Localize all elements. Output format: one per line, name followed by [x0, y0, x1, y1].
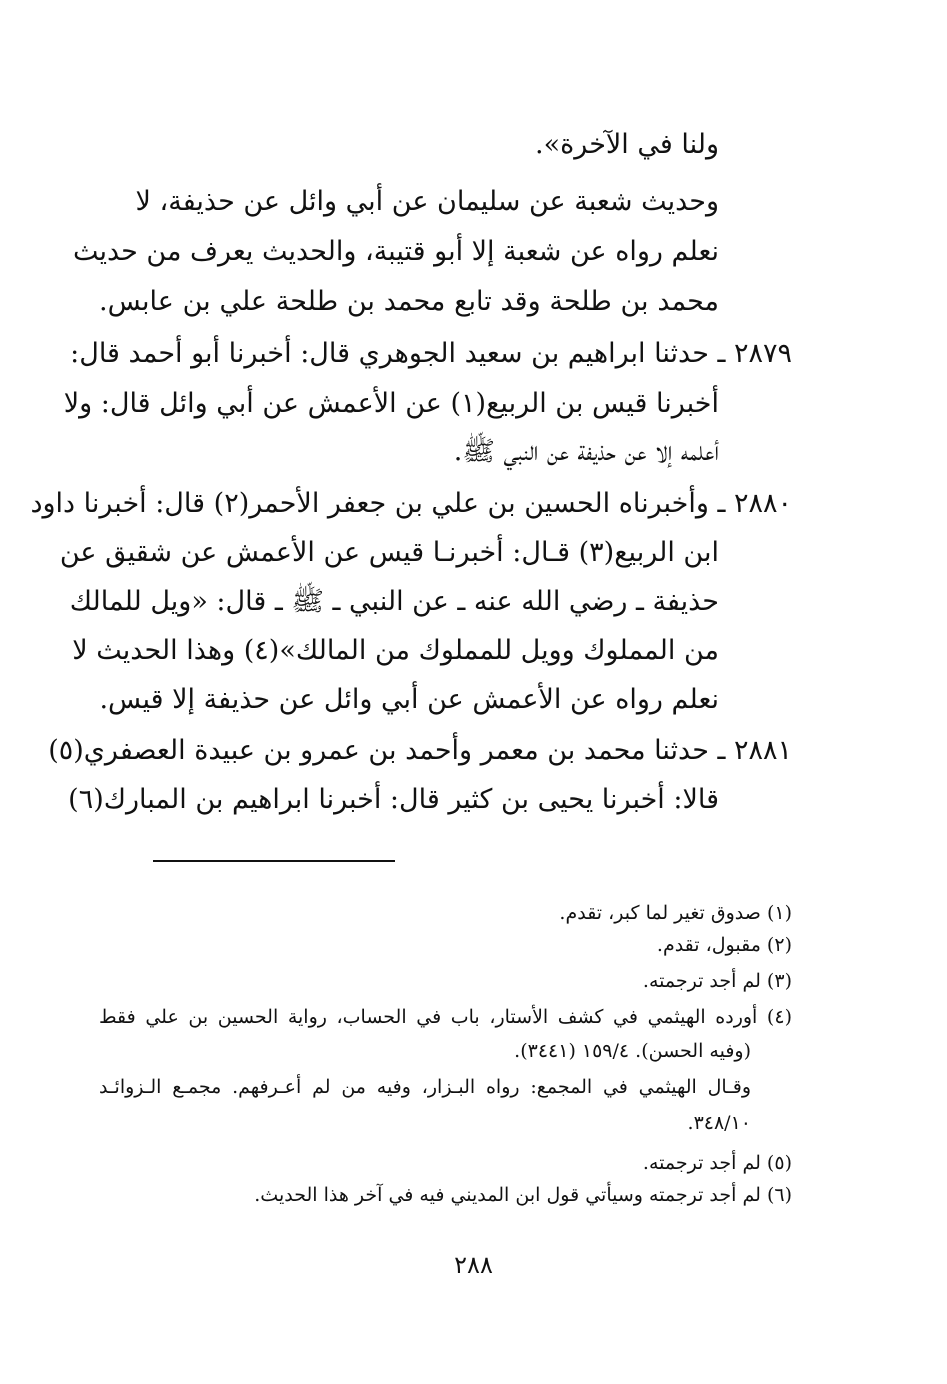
text-line: وحديث شعبة عن سليمان عن أبي وائل عن حذيفة، لا [135, 186, 719, 217]
text-line: أخبرنا قيس بن الربيع(١) عن الأعمش عن أبي وائل قال: ولا [63, 388, 719, 419]
text-line: من المملوك وويل للمملوك من المالك»(٤) وهذا الحديث لا [72, 635, 719, 666]
hadith-2881-line: ٢٨٨١ ـ حدثنا محمد بن معمر وأحمد بن عمرو بن عبيدة العصفري(٥) [48, 735, 792, 766]
footnote-4-continuation: ٣٤٨/١٠. [687, 1112, 751, 1134]
footnote-4-continuation: (وفيه الحسن). ١٥٩/٤ (٣٤٤١). [514, 1040, 751, 1062]
footnote-6: (٦) لم أجد ترجمته وسيأتي قول ابن المديني فيه في آخر هذا الحديث. [254, 1184, 792, 1206]
text-line: نعلم رواه عن شعبة إلا أبو قتيبة، والحديث يعرف من حديث [72, 236, 719, 267]
footnote-1: (١) صدوق تغير لما كبر، تقدم. [559, 902, 792, 924]
footnote-5: (٥) لم أجد ترجمته. [642, 1152, 792, 1174]
text-line: نعلم رواه عن الأعمش عن أبي وائل عن حذيفة إلا قيس. [99, 684, 719, 715]
text-line: ولنا في الآخرة». [535, 129, 719, 160]
page-number: ٢٨٨ [454, 1251, 493, 1279]
footnote-4-continuation: وقـال الهيثمي في المجمع: رواه البـزار، وفيه من لم أعـرفهم. مجمـع الـزوائـد [99, 1076, 751, 1098]
footnote-4: (٤) أورده الهيثمي في كشف الأستار، باب في الحساب، رواية الحسين بن علي فقط [99, 1006, 792, 1028]
footnote-3: (٣) لم أجد ترجمته. [642, 970, 792, 992]
hadith-2879-line: ٢٨٧٩ ـ حدثنا ابراهيم بن سعيد الجوهري قال: أخبرنا أبو أحمد قال: [70, 338, 792, 369]
footnote-separator [153, 860, 395, 862]
text-line: أعلمه إلا عن حذيفة عن النبي ﷺ. [453, 436, 719, 467]
text-line: قالا: أخبرنا يحيى بن كثير قال: أخبرنا ابراهيم بن المبارك(٦) [68, 784, 719, 815]
hadith-2880-line: ٢٨٨٠ ـ وأخبرناه الحسين بن علي بن جعفر الأحمر(٢) قال: أخبرنا داود [30, 488, 792, 519]
text-line: حذيفة ـ رضي الله عنه ـ عن النبي ـ ﷺ ـ قال: «ويل للمالك [69, 586, 719, 617]
footnote-2: (٢) مقبول، تقدم. [656, 934, 792, 956]
text-line: ابن الربيع(٣) قـال: أخبرنـا قيس عن الأعمش عن شقيق عن [59, 537, 719, 568]
text-line: محمد بن طلحة وقد تابع محمد بن طلحة علي بن عابس. [99, 286, 719, 317]
